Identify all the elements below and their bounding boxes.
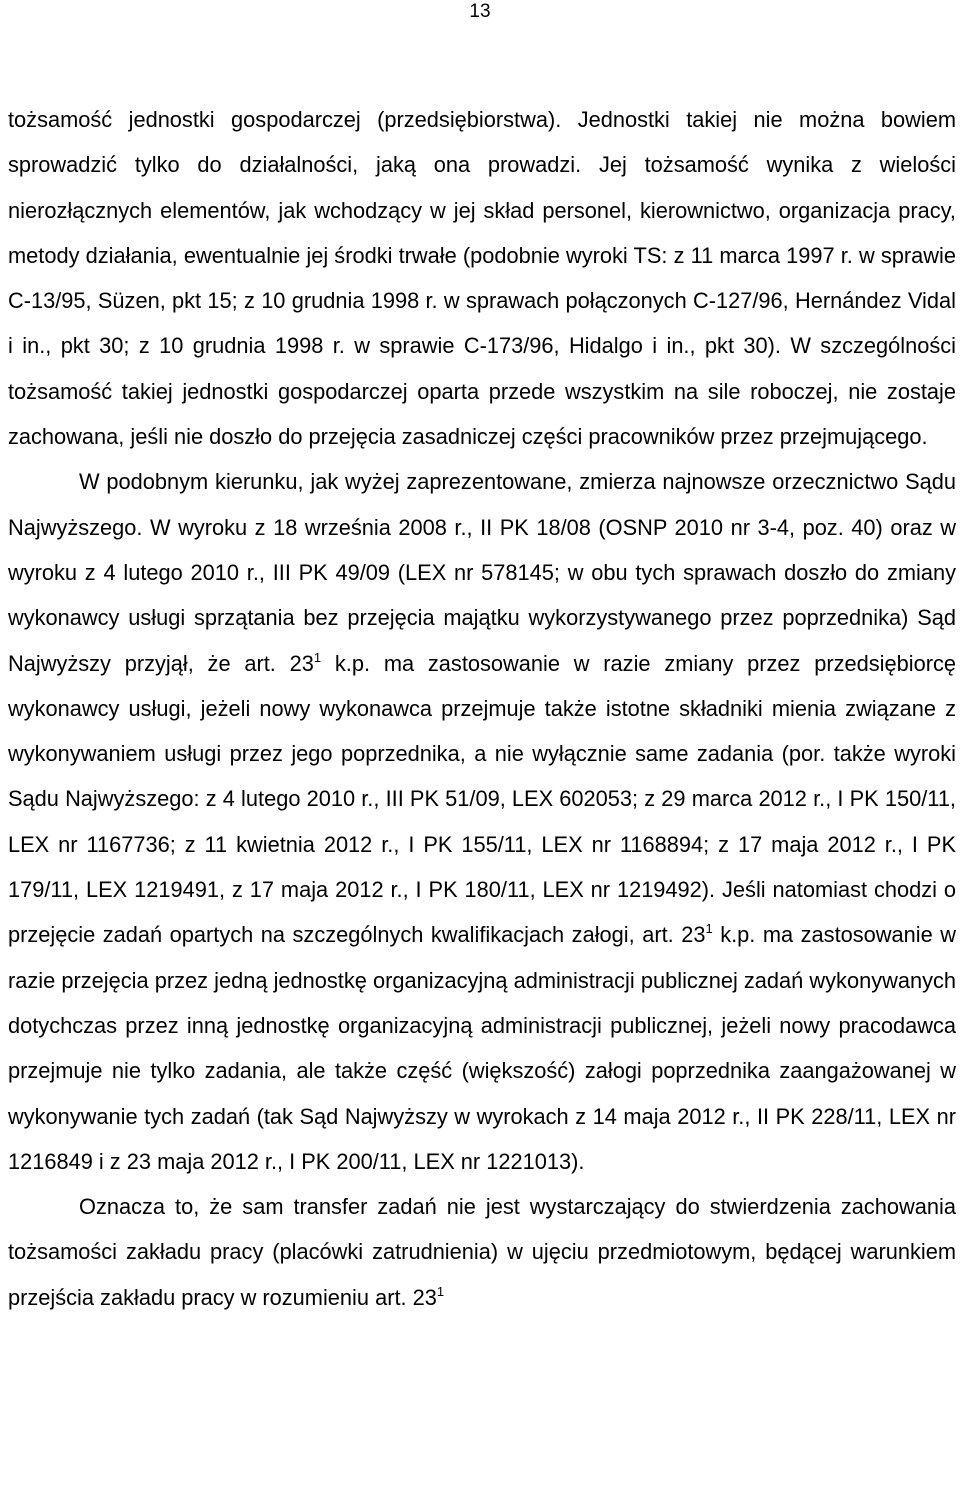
text-run: k.p. ma zastosowanie w razie zmiany przez przedsiębiorcę wykonawcy usługi, jeżeli nowy wykonawca przejmuje także istotne składniki mienia związane z wykonywaniem usługi przez jego poprzednika, a nie wyłącznie same zadania (por. także wyroki Sądu Najwyższego: z 4 lutego 2010 r., III PK 51/09, LEX 602053; z 29 marca 2012 r., I PK 150/11, LEX nr 1167736; z 11 kwietnia 2012 r., I PK 155/11, LEX nr 1168894; z 17 maja 2012 r., I PK 179/11, LEX 1219491, z 17 maja 2012 r., I PK 180/11, LEX nr 1219492). Jeśli natomiast chodzi o przejęcie zadań opartych na szczególnych kwalifikacjach załogi, art. 23 <box>8 650 956 948</box>
paragraph-3 <box>8 1184 956 1320</box>
text-run: W podobnym kierunku, jak wyżej zaprezentowane, zmierza najnowsze orzecznictwo Sądu Najwyższego. W wyroku z 18 września 2008 r., II PK 18/08 (OSNP 2010 nr 3-4, poz. 40) oraz w wyroku z 4 lutego 2010 r., III PK 49/09 (LEX nr 578145; w obu tych sprawach doszło do zmiany wykonawcy usługi sprzątania bez przejęcia majątku wykorzystywanego przez poprzednika) Sąd Najwyższy przyjął, że art. 23 <box>8 469 956 676</box>
paragraph-2 <box>8 459 956 1184</box>
superscript: 1 <box>313 649 322 665</box>
text-run: k.p. ma zastosowanie w razie przejęcia przez jedną jednostkę organizacyjną administracji publicznej zadań wykonywanych dotychczas przez inną jednostkę organizacyjną administracji publicznej, jeżeli nowy pracodawca przejmuje nie tylko zadania, ale także część (większość) załogi poprzednika zaangażowanej w wykonywanie tych zadań (tak Sąd Najwyższy w wyrokach z 14 maja 2012 r., II PK 228/11, LEX nr 1216849 i z 23 maja 2012 r., I PK 200/11, LEX nr 1221013). <box>8 922 956 1174</box>
paragraph-1 <box>8 97 956 459</box>
superscript: 1 <box>436 1283 445 1299</box>
text-run: tożsamość jednostki gospodarczej (przedsiębiorstwa). Jednostki takiej nie można bowiem sprowadzić tylko do działalności, jaką ona prowadzi. Jej tożsamość wynika z wielości nierozłącznych elementów, jak wchodzący w jej skład personel, kierownictwo, organizacja pracy, metody działania, ewentualnie jej środki trwałe (podobnie wyroki TS: z 11 marca 1997 r. w sprawie C-13/95, Süzen, pkt 15; z 10 grudnia 1998 r. w sprawach połączonych C-127/96, Hernández Vidal i in., pkt 30; z 10 grudnia 1998 r. w sprawie C-173/96, Hidalgo i in., pkt 30). W szczególności tożsamość takiej jednostki gospodarczej oparta przede wszystkim na sile roboczej, nie zostaje zachowana, jeśli nie doszło do przejęcia zasadniczej części pracowników przez przejmującego. <box>8 107 956 450</box>
text-run: Oznacza to, że sam transfer zadań nie jest wystarczający do stwierdzenia zachowania tożsamości zakładu pracy (placówki zatrudnienia) w ujęciu przedmiotowym, będącej warunkiem przejścia zakładu pracy w rozumieniu art. 23 <box>8 1194 956 1310</box>
superscript: 1 <box>705 921 713 937</box>
page-number: 13 <box>469 1 491 22</box>
document-body <box>8 97 956 1320</box>
